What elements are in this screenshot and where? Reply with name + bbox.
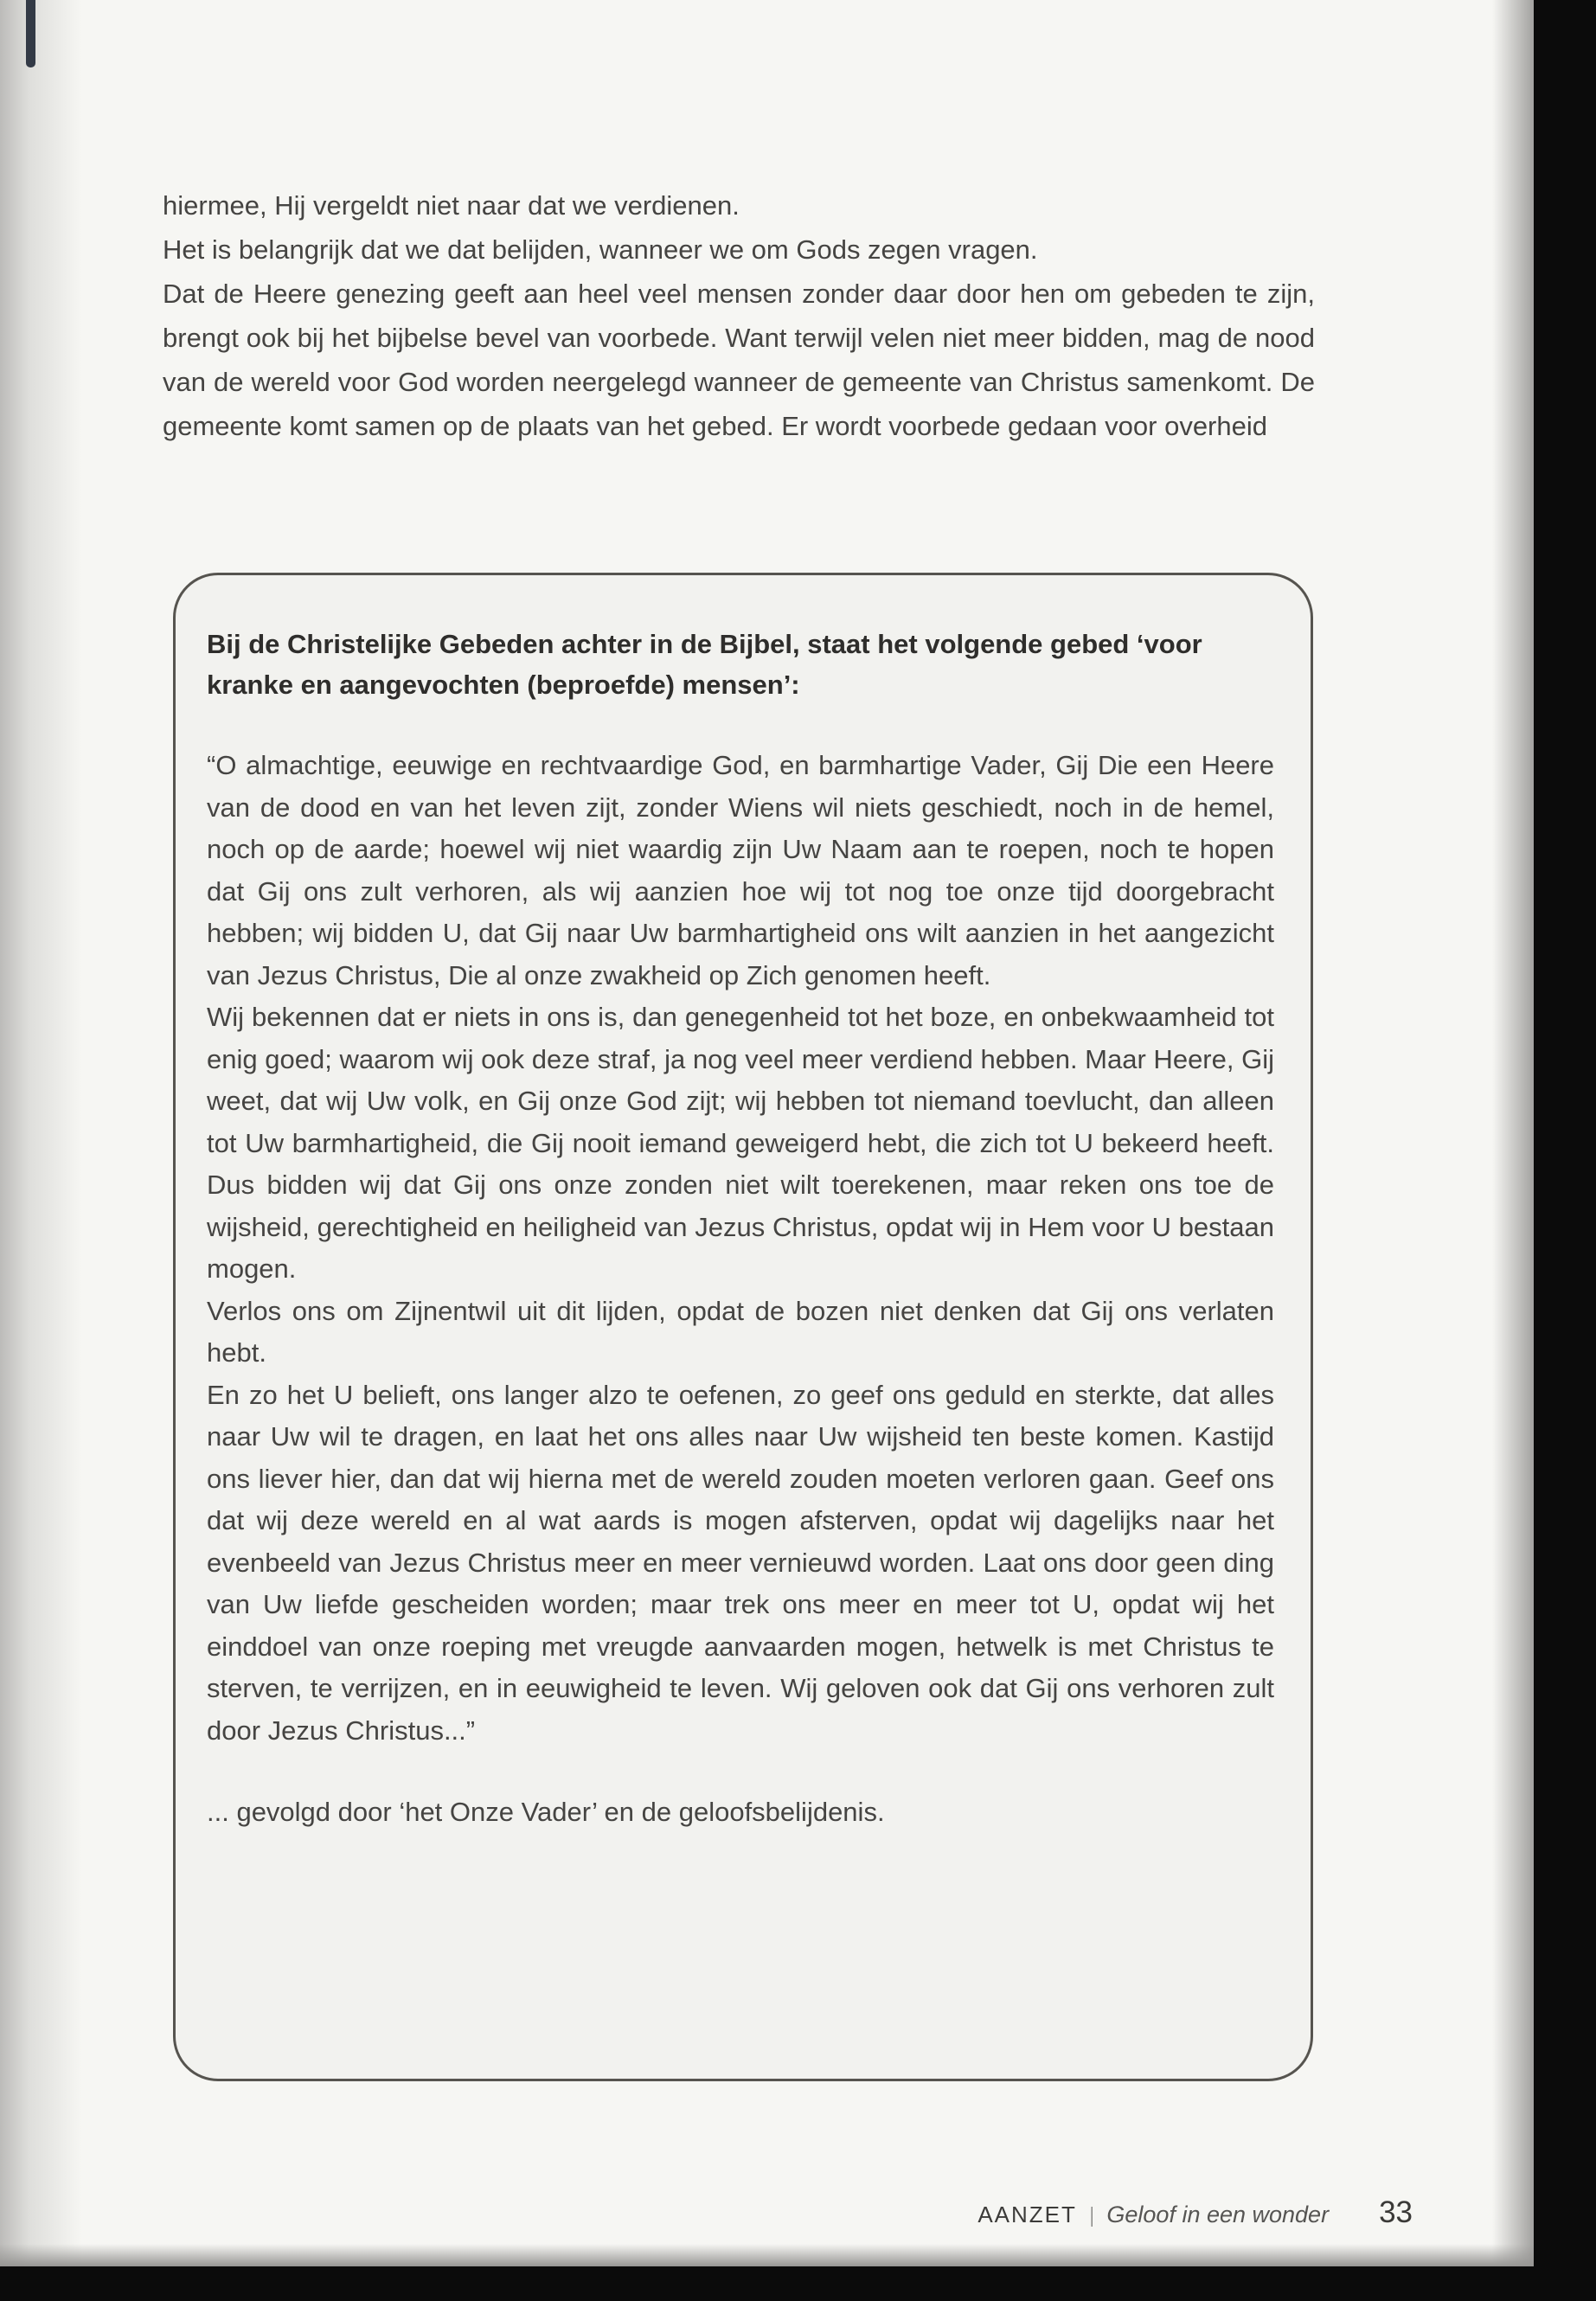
magazine-name: AANZET: [977, 2202, 1077, 2227]
article-title: Geloof in een wonder: [1106, 2202, 1330, 2227]
page-footer: [163, 2195, 1413, 2230]
intro-text: [163, 183, 1315, 448]
prayer-paragraph: Wij bekennen dat er niets in ons is, dan genegenheid tot het boze, en onbekwaamheid tot enig goed; waarom wij ook deze straf, ja nog veel meer verdiend hebben. Maar Heere, Gij weet, dat wij Uw volk, en Gij onze God zijt; wij hebben tot niemand toevlucht, dan alleen tot Uw barmhartigheid, die Gij nooit iemand geweigerd hebt, die zich tot U bekeerd heeft. Dus bidden wij dat Gij ons onze zonden niet wilt toerekenen, maar reken ons toe de wijsheid, gerechtigheid en heiligheid van Jezus Christus, opdat wij in Hem voor U bestaan mogen.: [207, 1002, 1274, 1284]
prayer-closing: ... gevolgd door ‘het Onze Vader’ en de geloofsbelijdenis.: [207, 1797, 885, 1827]
prayer-paragraph: Verlos ons om Zijnentwil uit dit lijden, opdat de bozen niet denken dat Gij ons verlaten hebt.: [207, 1295, 1274, 1368]
prayer-body: [207, 745, 1274, 1752]
prayer-box: [173, 573, 1313, 2081]
prayer-heading: Bij de Christelijke Gebeden achter in de Bijbel, staat het volgende gebed ‘voor kranke en aangevochten (beproefde) mensen’:: [207, 629, 1202, 700]
scan-black-edge-right: [1534, 0, 1596, 2301]
page-bottom-edge-shadow: [0, 2244, 1596, 2266]
intro-paragraph: Dat de Heere genezing geeft aan heel veel mensen zonder daar door hen om gebeden te zijn, brengt ook bij het bijbelse bevel van voorbede. Want terwijl velen niet meer bidden, mag de nood van de wereld voor God worden neergelegd wanneer de gemeente van Christus samenkomt. De gemeente komt samen op de plaats van het gebed. Er wordt voorbede gedaan voor overheid: [163, 279, 1315, 441]
page-number: 33: [1379, 2195, 1413, 2229]
book-spine-shadow: [0, 0, 82, 2301]
page-right-edge-shadow: [1492, 0, 1534, 2301]
intro-line: Het is belangrijk dat we dat belijden, wanneer we om Gods zegen vragen.: [163, 234, 1038, 265]
footer-separator: |: [1090, 2203, 1094, 2227]
scan-black-edge-bottom: [0, 2266, 1596, 2301]
spine-ink-mark: [26, 0, 35, 67]
prayer-paragraph: “O almachtige, eeuwige en rechtvaardige God, en barmhartige Vader, Gij Die een Heere van de dood en van het leven zijt, zonder Wiens wil niets geschiedt, noch in de hemel, noch op de aarde; hoewel wij niet waardig zijn Uw Naam aan te roepen, noch te hopen dat Gij ons zult verhoren, als wij aanzien hoe wij tot nog toe onze tijd doorgebracht hebben; wij bidden U, dat Gij naar Uw barmhartigheid ons wilt aanzien in het aangezicht van Jezus Christus, Die al onze zwakheid op Zich genomen heeft.: [207, 750, 1274, 990]
intro-line: hiermee, Hij vergeldt niet naar dat we verdienen.: [163, 190, 740, 221]
prayer-paragraph: En zo het U belieft, ons langer alzo te oefenen, zo geef ons geduld en sterkte, dat alles naar Uw wil te dragen, en laat het ons alles naar Uw wijsheid ten beste komen. Kastijd ons liever hier, dan dat wij hierna met de wereld zouden moeten verloren gaan. Geef ons dat wij deze wereld en al wat aards is mogen afsterven, opdat wij dagelijks naar het evenbeeld van Jezus Christus meer en meer vernieuwd worden. Laat ons door geen ding van Uw liefde gescheiden worden; maar trek ons meer en meer tot U, opdat wij het einddoel van onze roeping met vreugde aanvaarden mogen, hetwelk is met Christus te sterven, te verrijzen, en in eeuwigheid te leven. Wij geloven ook dat Gij ons verhoren zult door Jezus Christus...”: [207, 1379, 1274, 1746]
